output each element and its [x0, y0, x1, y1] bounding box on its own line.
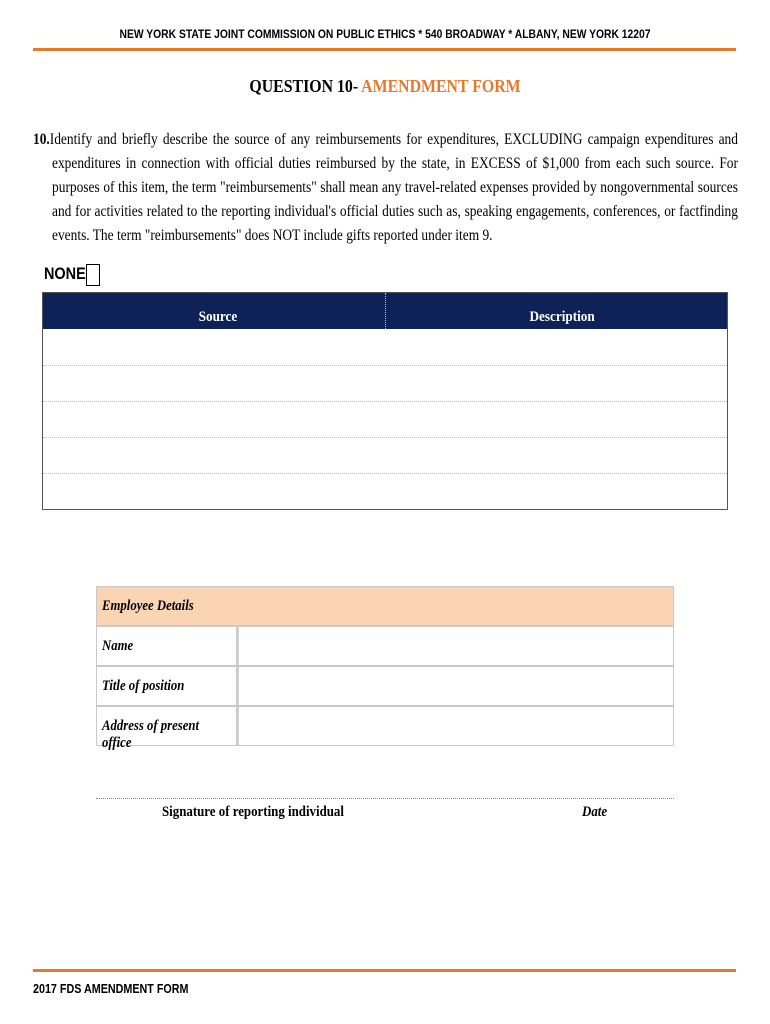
column-divider: [385, 293, 386, 329]
title-of-position-label: Title of position: [102, 678, 185, 694]
none-label: NONE: [44, 264, 86, 283]
column-header-description: Description: [529, 309, 595, 325]
name-label-cell: [96, 626, 237, 666]
signature-label: Signature of reporting individual: [162, 804, 344, 820]
date-label: Date: [582, 804, 608, 820]
title-label-cell: [96, 666, 237, 706]
table-row-divider: [43, 401, 727, 402]
address-field[interactable]: [237, 706, 674, 746]
none-checkbox[interactable]: [86, 264, 100, 286]
reimbursement-table-header: [43, 293, 727, 329]
table-row-divider: [43, 365, 727, 366]
employee-details-table: [96, 586, 674, 751]
employee-details-header: [96, 586, 674, 626]
question-number: 10.: [33, 131, 50, 148]
question-10: [33, 128, 738, 248]
form-title-prefix: QUESTION 10-: [249, 76, 362, 96]
name-field[interactable]: [237, 626, 674, 666]
title-of-position-field[interactable]: [237, 666, 674, 706]
question-text: Identify and briefly describe the source of any reimbursements for expenditures, EXCLUDING campaign expenditures and expenditures in connection with official duties reimbursed by the state, in EXCESS of $1,000 from each such source. For purposes of this item, the term "reimbursements" shall mean any travel-related expenses provided by nongovernmental sources and for activities related to the reporting individual's official duties such as, speaking engagements, conferences, or factfinding events. The term "reimbursements" does NOT include gifts reported under item 9.: [49, 131, 738, 244]
table-row-divider: [43, 473, 727, 474]
column-header-source: Source: [198, 309, 238, 325]
table-row-divider: [43, 437, 727, 438]
name-label: Name: [102, 638, 134, 654]
form-title: [46, 76, 724, 97]
reimbursement-table: [42, 292, 728, 510]
footer-form-name: 2017 FDS AMENDMENT FORM: [33, 982, 189, 996]
footer-rule: [33, 969, 736, 972]
signature-line: [96, 798, 674, 799]
header-rule: [33, 48, 736, 51]
address-label: Address of present office: [102, 718, 200, 751]
employee-details-heading: Employee Details: [102, 598, 194, 614]
form-title-accent: AMENDMENT FORM: [361, 76, 521, 96]
address-label-cell: [96, 706, 237, 751]
agency-header: NEW YORK STATE JOINT COMMISSION ON PUBLIC ETHICS * 540 BROADWAY * ALBANY, NEW YORK 12207: [119, 27, 651, 41]
